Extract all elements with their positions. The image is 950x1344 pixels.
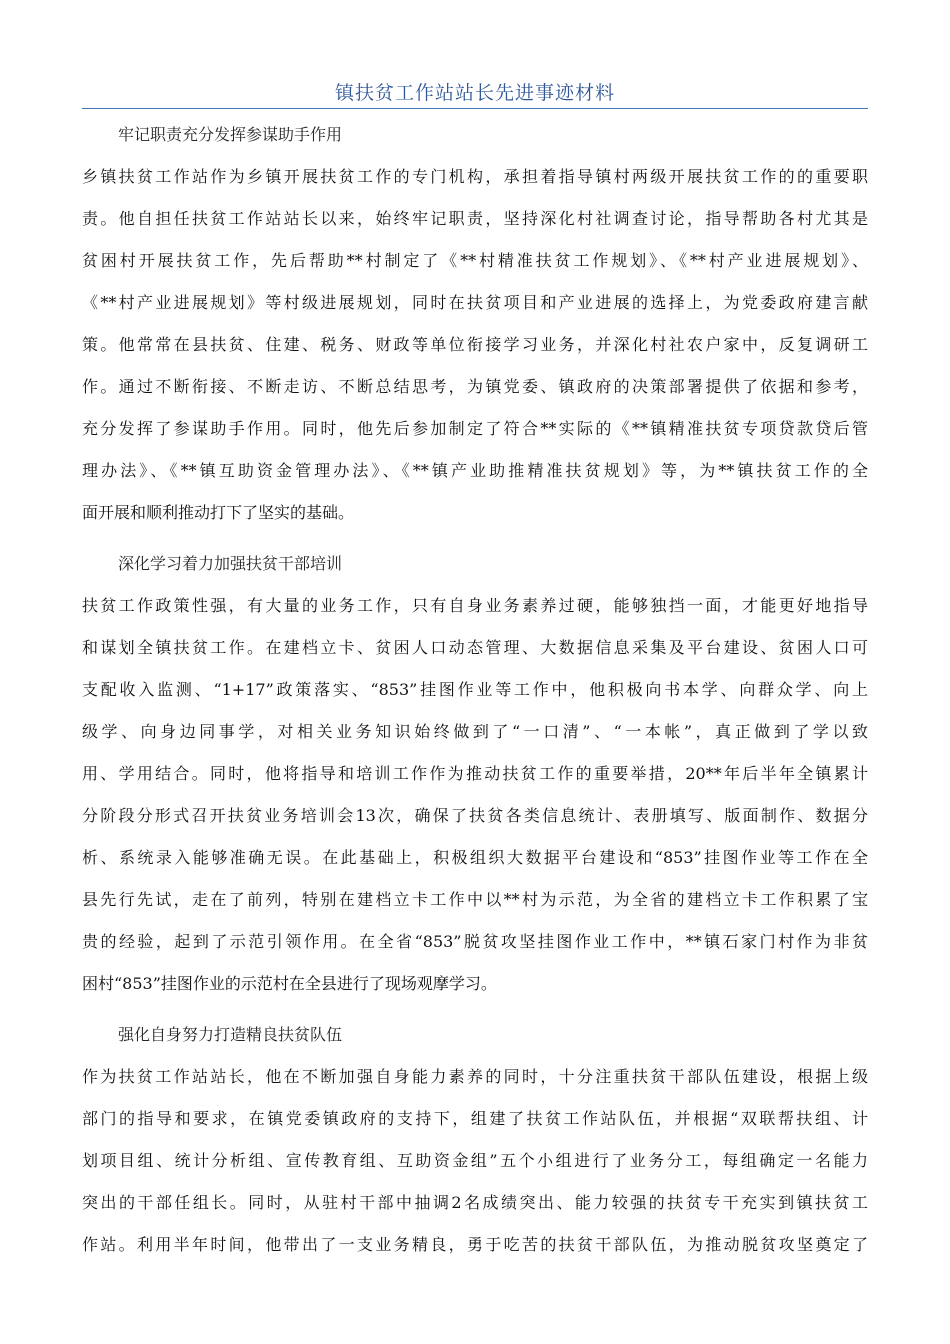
paragraph-line: 理办法》、《**镇互助资金管理办法》、《**镇产业助推精准扶贫规划》等，为**镇扶贫工作的全 — [82, 461, 868, 480]
paragraph-line: 面开展和顺利推动打下了坚实的基础。 — [82, 503, 355, 522]
section-heading-3: 强化自身努力打造精良扶贫队伍 — [118, 1025, 343, 1044]
paragraph-line: 分阶段分形式召开扶贫业务培训会13次，确保了扶贫各类信息统计、表册填写、版面制作、数据分 — [82, 806, 868, 825]
paragraph-line: 贫困村开展扶贫工作，先后帮助**村制定了《**村精准扶贫工作规划》、《**村产业进展规划》、 — [82, 251, 868, 270]
paragraph-line: 和谋划全镇扶贫工作。在建档立卡、贫困人口动态管理、大数据信息采集及平台建设、贫困人口可 — [82, 638, 868, 657]
paragraph-line: 部门的指导和要求，在镇党委镇政府的支持下，组建了扶贫工作站队伍，并根据“双联帮扶组、计 — [82, 1109, 868, 1128]
section-heading-2: 深化学习着力加强扶贫干部培训 — [118, 554, 343, 573]
paragraph-line: 突出的干部任组长。同时，从驻村干部中抽调2名成绩突出、能力较强的扶贫专干充实到镇扶贫工 — [82, 1193, 868, 1212]
paragraph-line: 贵的经验，起到了示范引领作用。在全省“853”脱贫攻坚挂图作业工作中，**镇石家门村作为非贫 — [82, 932, 868, 951]
paragraph-line: 扶贫工作政策性强，有大量的业务工作，只有自身业务素养过硬，能够独挡一面，才能更好地指导 — [82, 596, 868, 615]
section-heading-1: 牢记职责充分发挥参谋助手作用 — [118, 125, 343, 144]
paragraph-line: 用、学用结合。同时，他将指导和培训工作作为推动扶贫工作的重要举措，20**年后半年全镇累计 — [82, 764, 868, 783]
paragraph-line: 作站。利用半年时间，他带出了一支业务精良，勇于吃苦的扶贫干部队伍，为推动脱贫攻坚奠定了 — [82, 1235, 868, 1254]
paragraph-line: 支配收入监测、“1+17”政策落实、“853”挂图作业等工作中，他积极向书本学、向群众学、向上 — [82, 680, 868, 699]
paragraph-line: 《**村产业进展规划》等村级进展规划，同时在扶贫项目和产业进展的选择上，为党委政府建言献 — [82, 293, 868, 312]
paragraph-line: 困村“853”挂图作业的示范村在全县进行了现场观摩学习。 — [82, 974, 497, 993]
paragraph-line: 作为扶贫工作站站长，他在不断加强自身能力素养的同时，十分注重扶贫干部队伍建设，根据上级 — [82, 1067, 868, 1086]
paragraph-line: 责。他自担任扶贫工作站站长以来，始终牢记职责，坚持深化村社调查讨论，指导帮助各村尤其是 — [82, 209, 868, 228]
paragraph-line: 充分发挥了参谋助手作用。同时，他先后参加制定了符合**实际的《**镇精准扶贫专项贷款贷后管 — [82, 419, 868, 438]
document-title: 镇扶贫工作站站长先进事迹材料 — [334, 82, 615, 104]
paragraph-line: 划项目组、统计分析组、宣传教育组、互助资金组”五个小组进行了业务分工，每组确定一名能力 — [82, 1151, 868, 1170]
title-underline — [82, 108, 868, 109]
paragraph-line: 级学、向身边同事学，对相关业务知识始终做到了“一口清”、“一本帐”，真正做到了学以致 — [82, 722, 868, 741]
paragraph-line: 县先行先试，走在了前列，特别在建档立卡工作中以**村为示范，为全省的建档立卡工作积累了宝 — [82, 890, 868, 909]
paragraph-line: 策。他常常在县扶贫、住建、税务、财政等单位衔接学习业务，并深化村社农户家中，反复调研工 — [82, 335, 868, 354]
paragraph-line: 析、系统录入能够准确无误。在此基础上，积极组织大数据平台建设和“853”挂图作业等工作在全 — [82, 848, 868, 867]
paragraph-line: 乡镇扶贫工作站作为乡镇开展扶贫工作的专门机构，承担着指导镇村两级开展扶贫工作的的重要职 — [82, 167, 868, 186]
paragraph-line: 作。通过不断衔接、不断走访、不断总结思考，为镇党委、镇政府的决策部署提供了依据和参考， — [82, 377, 868, 396]
